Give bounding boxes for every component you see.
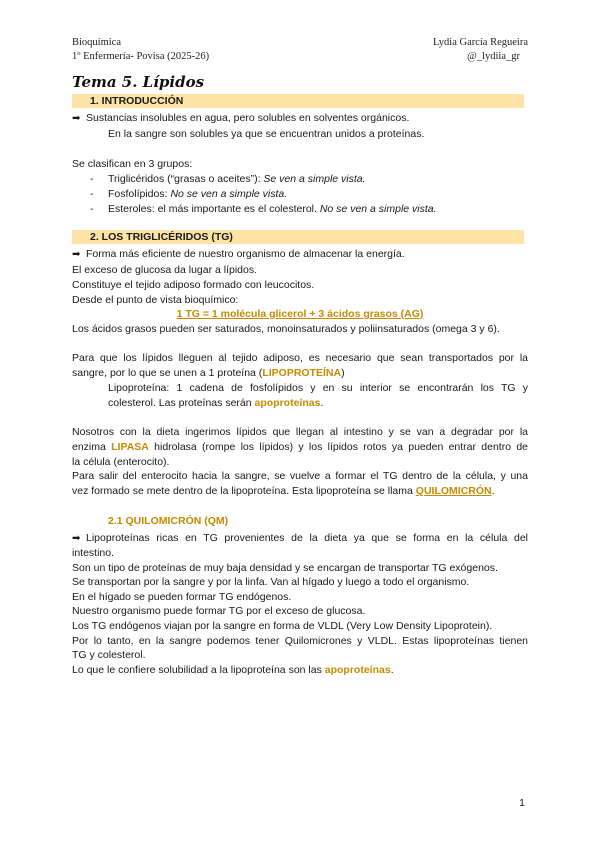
qm-line: Por lo tanto, en la sangre podemos tener Quilomicrones y VLDL. Estas lipoproteínas tienen (72, 635, 528, 647)
section-heading-triglycerides: 2. LOS TRIGLICÉRIDOS (TG) (72, 230, 524, 244)
qm-line: TG y colesterol. (72, 649, 146, 661)
lipoproteina-term: LIPOPROTEÍNA (262, 367, 342, 379)
qm-line: Los TG endógenos viajan por la sangre en forma de VLDL (Very Low Density Lipoprotein). (72, 620, 493, 632)
arrow-icon: ➡ (72, 249, 81, 260)
tg-paragraph-line: Para salir del enterocito hacia la sangre, se vuelve a formar el TG dentro de la célula, y una (72, 470, 528, 482)
tg-paragraph-line: Para que los lípidos lleguen al tejido adiposo, es necesario que sean transportados por la (72, 352, 528, 364)
qm-line: En el hígado se pueden formar TG endógenos. (72, 591, 292, 603)
lipoprotein-definition: colesterol. Las proteínas serán apoproteínas. (108, 397, 324, 409)
tg-formula: 1 TG = 1 molécula glicerol + 3 ácidos grasos (AG) (176, 308, 424, 320)
header-right (433, 36, 528, 64)
qm-bullet: ➡ Lipoproteínas ricas en TG provenientes de la dieta ya que se forma en la célula del (72, 532, 528, 544)
group-item: - Esteroles: el más importante es el colesterol. No se ven a simple vista. (90, 203, 437, 215)
lipasa-term: LIPASA (111, 441, 149, 453)
qm-line: Se transportan por la sangre y por la linfa. Van al hígado y luego a todo el organismo. (72, 576, 470, 588)
header-course: 1º Enfermería- Povisa (2025-26) (72, 51, 210, 62)
tg-paragraph-line: enzima LIPASA hidrolasa (rompe los lípidos) y los lípidos rotos ya pueden entrar dentro de (72, 441, 528, 453)
intro-indent-line: En la sangre son solubles ya que se encuentran unidos a proteínas. (108, 128, 425, 140)
header-subject: Bioquímica (72, 37, 121, 48)
tg-paragraph-line: vez formado se mete dentro de la lipoproteína. Esta lipoproteína se llama QUILOMICRÓN. (72, 485, 495, 497)
intro-bullet: ➡ Sustancias insolubles en agua, pero solubles en solventes orgánicos. (72, 112, 410, 124)
quilomicron-term: QUILOMICRÓN (415, 485, 492, 497)
subsection-heading-quilomicron: 2.1 QUILOMICRÓN (QM) (108, 515, 229, 527)
group-item: - Triglicéridos (“grasas o aceites”): Se ven a simple vista. (90, 173, 366, 185)
tg-bullet: ➡ Forma más eficiente de nuestro organismo de almacenar la energía. (72, 248, 405, 260)
arrow-icon: ➡ (72, 113, 81, 124)
page-number: 1 (519, 797, 525, 809)
lipoprotein-definition: Lipoproteína: 1 cadena de fosfolípidos y en su interior se encontrarán los TG y (108, 382, 528, 394)
section-heading-intro: 1. INTRODUCCIÓN (72, 94, 524, 108)
tg-line: El exceso de glucosa da lugar a lípidos. (72, 264, 258, 276)
tg-paragraph-line: Nosotros con la dieta ingerimos lípidos que llegan al intestino y se van a degradar por la (72, 426, 528, 438)
tg-paragraph-line: sangre, por lo que se unen a 1 proteína (LIPOPROTEÍNA) (72, 367, 345, 379)
qm-line: intestino. (72, 547, 115, 559)
tg-line: Desde el punto de vista bioquímico: (72, 294, 239, 306)
qm-line: Nuestro organismo puede formar TG por el exceso de glucosa. (72, 605, 366, 617)
groups-intro: Se clasifican en 3 grupos: (72, 158, 193, 170)
tg-line: Los ácidos grasos pueden ser saturados, monoinsaturados y poliinsaturados (omega 3 y 6). (72, 323, 500, 335)
arrow-icon: ➡ (72, 533, 81, 544)
tg-line: Constituye el tejido adiposo formado con leucocitos. (72, 279, 315, 291)
group-item: - Fosfolípidos: No se ven a simple vista. (90, 188, 288, 200)
header-handle: @_lydiia_gr (467, 51, 520, 62)
qm-line: Son un tipo de proteínas de muy baja densidad y se encargan de transportar TG exógenos. (72, 562, 498, 574)
header-left (72, 36, 209, 64)
document-title: Tema 5. Lípidos (72, 73, 205, 91)
apoproteinas-term: apoproteínas (254, 397, 321, 409)
qm-line: Lo que le confiere solubilidad a la lipoproteína son las apoproteínas. (72, 664, 394, 676)
tg-paragraph-line: la célula (enterocito). (72, 456, 170, 468)
apoproteinas-term: apoproteínas (324, 664, 391, 676)
header-author: Lydia García Regueira (432, 37, 528, 48)
